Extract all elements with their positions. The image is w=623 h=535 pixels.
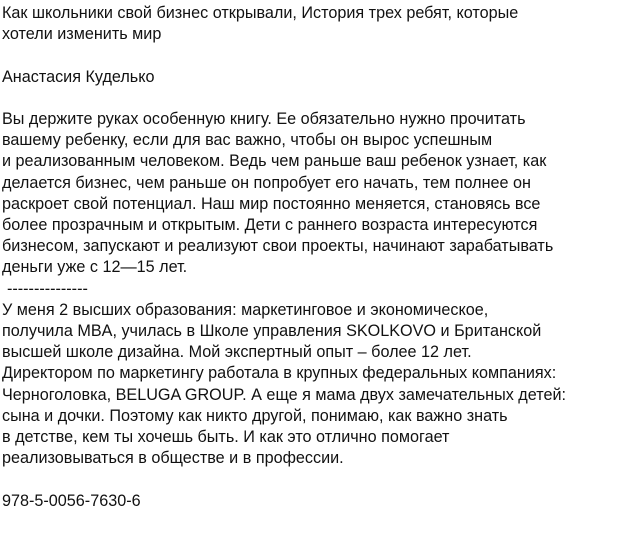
bio-line: высшей школе дизайна. Мой экспертный опыт – более 12 лет.: [2, 343, 472, 362]
description-line: бизнесом, запускают и реализуют свои проекты, начинают зарабатывать: [2, 237, 554, 256]
description-line: Вы держите руках особенную книгу. Ее обязательно нужно прочитать: [2, 109, 526, 128]
spacer: [2, 88, 622, 109]
description-line: делается бизнес, чем раньше он попробует его начать, тем полнее он: [2, 173, 531, 192]
book-annotation: [2, 3, 622, 512]
book-author: Анастасия Куделько: [2, 67, 155, 86]
bio-line: сына и дочки. Поэтому как никто другой, понимаю, как важно знать: [2, 406, 508, 425]
bio-line: Черноголовка, BELUGA GROUP. А еще я мама двух замечательных детей:: [2, 385, 566, 404]
description-line: деньги уже с 12—15 лет.: [2, 258, 188, 277]
description-line: более прозрачным и открытым. Дети с раннего возраста интересуются: [2, 216, 538, 234]
bio-line: в детстве, кем ты хочешь быть. И как это отлично помогает: [2, 428, 450, 447]
bio-line: реализовываться в обществе и в профессии.: [2, 449, 344, 468]
description-line: и реализованным человеком. Ведь чем раньше ваш ребенок узнает, как: [2, 152, 547, 171]
author-bio: [2, 300, 622, 470]
spacer: [2, 469, 622, 490]
book-description: [2, 109, 622, 279]
spacer: [2, 45, 622, 66]
book-title-line: Как школьники свой бизнес открывали, История трех ребят, которые: [2, 4, 519, 22]
description-line: раскроет свой потенциал. Наш мир постоянно меняется, становясь все: [2, 194, 541, 213]
section-divider: ---------------: [7, 279, 88, 298]
book-title: [2, 3, 622, 45]
description-line: вашему ребенку, если для вас важно, чтобы он вырос успешным: [2, 131, 493, 150]
book-title-line: хотели изменить мир: [2, 25, 162, 44]
bio-line: получила MBA, училась в Школе управления SKOLKOVO и Британской: [2, 322, 542, 341]
isbn: 978-5-0056-7630-6: [2, 491, 141, 510]
bio-line: Директором по маркетингу работала в крупных федеральных компаниях:: [2, 364, 557, 383]
bio-line: У меня 2 высших образования: маркетинговое и экономическое,: [2, 300, 489, 319]
